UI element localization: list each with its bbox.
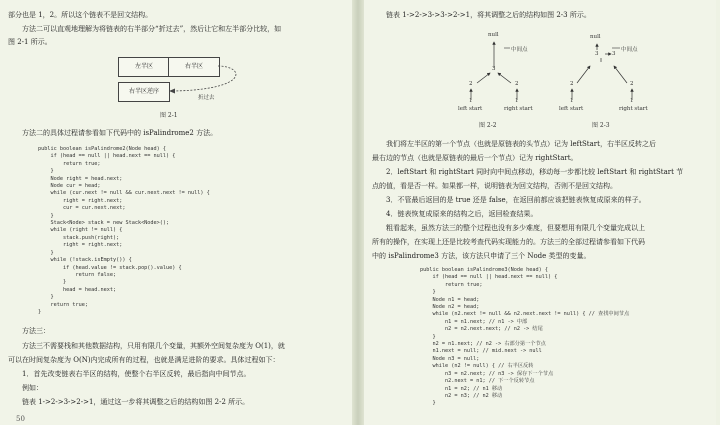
code-line: head = head.next; bbox=[38, 286, 117, 293]
code-line: } bbox=[38, 308, 42, 315]
right-start-label: right start bbox=[619, 106, 648, 112]
code-line: } bbox=[38, 249, 54, 256]
node-label: 3 bbox=[612, 51, 616, 57]
code-line: stack.push(right); bbox=[38, 234, 120, 241]
method2-intro: 方法二的具体过程请参看如下代码中的 isPalindrome2 方法。 bbox=[22, 129, 218, 137]
left-half-box: 左半区 bbox=[118, 57, 170, 77]
code-line: right = right.next; bbox=[38, 197, 123, 204]
code-line: Node n1 = head; bbox=[420, 296, 480, 303]
code-line: if (head == null || head.next == null) { bbox=[38, 153, 176, 160]
node-label: 3 bbox=[595, 51, 599, 57]
text-line: 方法三不需要栈和其他数据结构，只用有限几个变量，其额外空间复杂度为 O(1)，就 bbox=[22, 342, 285, 350]
right-start-label: right start bbox=[504, 106, 533, 112]
null-label: null bbox=[590, 34, 601, 40]
code-line: n3 = n2.next; // n3 -> 保存下一个节点 bbox=[420, 370, 554, 377]
text-line: 2．leftStart 和 rightStart 同时向中间点移动，移动每一步都比较 leftStart 和 rightStart 节 bbox=[386, 168, 684, 176]
code-line: while (right != null) { bbox=[38, 227, 123, 234]
node-label: 2 bbox=[570, 81, 574, 87]
code-line: n1 = n1.next; // n1 -> 中部 bbox=[420, 318, 528, 325]
code-block-isPalindrome2 bbox=[38, 146, 210, 316]
code-line: } bbox=[420, 289, 436, 296]
code-line: while (n2 != null) { // 右半区反转 bbox=[420, 363, 534, 370]
code-line: n2.next = n1; // 下一个反转节点 bbox=[420, 378, 535, 385]
node-label: 1 bbox=[469, 98, 473, 104]
node-label: 2 bbox=[630, 81, 634, 87]
text-line: 我们将左半区的第一个节点（也就是原链表的头节点）记为 leftStart，右半区反转之后 bbox=[386, 140, 656, 148]
text-line: 例如： bbox=[22, 384, 43, 392]
node-label: 1 bbox=[515, 98, 519, 104]
code-line: } bbox=[38, 212, 54, 219]
code-line: n2 = n3; // n2 移动 bbox=[420, 392, 503, 399]
code-line: if (head == null || head.next == null) { bbox=[420, 274, 558, 281]
right-page bbox=[364, 0, 716, 425]
code-line: while (n2.next != null && n2.next.next != null) { // 查找中间节点 bbox=[420, 311, 630, 318]
text-line: 3．不管最后返回的是 true 还是 false，在返回前都应该把链表恢复成原来的样子。 bbox=[386, 196, 646, 204]
null-label: null bbox=[488, 32, 499, 38]
left-page bbox=[0, 0, 352, 425]
right-half-box: 右半区 bbox=[168, 57, 220, 77]
node-label: 1 bbox=[630, 98, 634, 104]
code-line: public boolean isPalindrome3(Node head) { bbox=[420, 267, 549, 273]
text-line: 链表 1->2->3->2->1，通过这一步将其调整之后的结构如图 2-2 所示。 bbox=[22, 398, 250, 406]
code-line: } bbox=[38, 168, 54, 175]
code-line: Node cur = head; bbox=[38, 183, 101, 190]
node-label: 1 bbox=[570, 98, 574, 104]
text-line: 部分也是 1，2。所以这个链表不是回文结构。 bbox=[8, 11, 153, 19]
text-line: 可以在时间复杂度为 O(N)内完成所有的过程，也就是满足进阶的要求。具体过程如下： bbox=[8, 356, 280, 364]
code-block-isPalindrome3 bbox=[420, 267, 629, 408]
left-start-label: left start bbox=[458, 106, 483, 112]
text-line: 中的 isPalindrome3 方法，该方法只申请了三个 Node 类型的变量。 bbox=[372, 252, 591, 260]
text-line: 4．链表恢复成原来的结构之后，返回检查结果。 bbox=[386, 210, 538, 218]
code-line: public boolean isPalindrome2(Node head) { bbox=[38, 146, 167, 152]
text-line: 所有的操作，在实现上还是比较考查代码实现能力的。方法三的全部过程请参看如下代码 bbox=[372, 238, 645, 246]
text-line: 粗看起来，虽然方法三的整个过程也没有多少难度，但要想用有限几个变量完成以上 bbox=[386, 224, 645, 232]
code-line: cur = cur.next.next; bbox=[38, 205, 126, 212]
code-line: } bbox=[420, 400, 436, 407]
code-line: return true; bbox=[420, 281, 483, 288]
code-line: n1 = n2; // n1 移动 bbox=[420, 385, 503, 392]
middle-label: 中间点 bbox=[511, 47, 528, 53]
text-line: 方法二可以直观地理解为将链表的右半部分“折过去”，然后让它和左半部分比较，如 bbox=[22, 25, 282, 33]
node-label: 3 bbox=[492, 66, 496, 72]
book-gutter bbox=[352, 0, 364, 425]
code-line: while (!stack.isEmpty()) { bbox=[38, 257, 132, 264]
code-line: Node n2 = head; bbox=[420, 304, 480, 311]
fold-arrow-icon bbox=[0, 0, 352, 120]
left-start-label: left start bbox=[559, 106, 584, 112]
code-line: n1.next = null; // mid.next -> null bbox=[420, 348, 542, 355]
code-line: right = right.next; bbox=[38, 242, 123, 249]
middle-label: 中间点 bbox=[621, 47, 638, 53]
code-line: return false; bbox=[38, 271, 117, 278]
code-line: Stack<Node> stack = new Stack<Node>(); bbox=[38, 220, 170, 227]
code-line: return true; bbox=[38, 160, 101, 167]
code-line: Node n3 = null; bbox=[420, 355, 480, 362]
text-line: 最右边的节点（也就是原链表的最后一个节点）记为 rightStart。 bbox=[372, 154, 578, 162]
figure-caption: 图 2-3 bbox=[592, 122, 610, 129]
method3-title: 方法三： bbox=[22, 327, 50, 335]
code-line: } bbox=[38, 294, 54, 301]
code-line: } bbox=[420, 333, 436, 340]
code-line: return true; bbox=[38, 301, 88, 308]
text-line: 点的值，看是否一样。如果都一样，说明链表为回文结构，否则不是回文结构。 bbox=[372, 182, 617, 190]
text-line: 图 2-1 所示。 bbox=[8, 38, 52, 46]
code-line: n2 = n2.next.next; // n2 -> 结尾 bbox=[420, 326, 543, 333]
node-label: 2 bbox=[469, 81, 473, 87]
code-line: if (head.value != stack.pop().value) { bbox=[38, 264, 182, 271]
code-line: } bbox=[38, 279, 67, 286]
figure-caption: 图 2-2 bbox=[479, 122, 497, 129]
code-line: Node right = head.next; bbox=[38, 175, 123, 182]
node-label: 2 bbox=[515, 81, 519, 87]
text-line: 链表 1->2->3->3->2->1，将其调整之后的结构如图 2-3 所示。 bbox=[386, 11, 591, 19]
code-line: while (cur.next != null && cur.next.next != null) { bbox=[38, 190, 210, 197]
reversed-half-box: 右半区逆序 bbox=[118, 82, 170, 102]
page-number: 50 bbox=[16, 415, 25, 423]
figure-caption: 图 2-1 bbox=[160, 112, 178, 119]
text-line: 1．首先改变链表右半区的结构，使整个右半区反转，最后指向中间节点。 bbox=[22, 370, 251, 378]
figure-2-2-arrows bbox=[364, 0, 716, 130]
fold-label: 折过去 bbox=[198, 95, 215, 101]
code-line: n2 = n1.next; // n2 -> 右部分第一个节点 bbox=[420, 341, 546, 348]
